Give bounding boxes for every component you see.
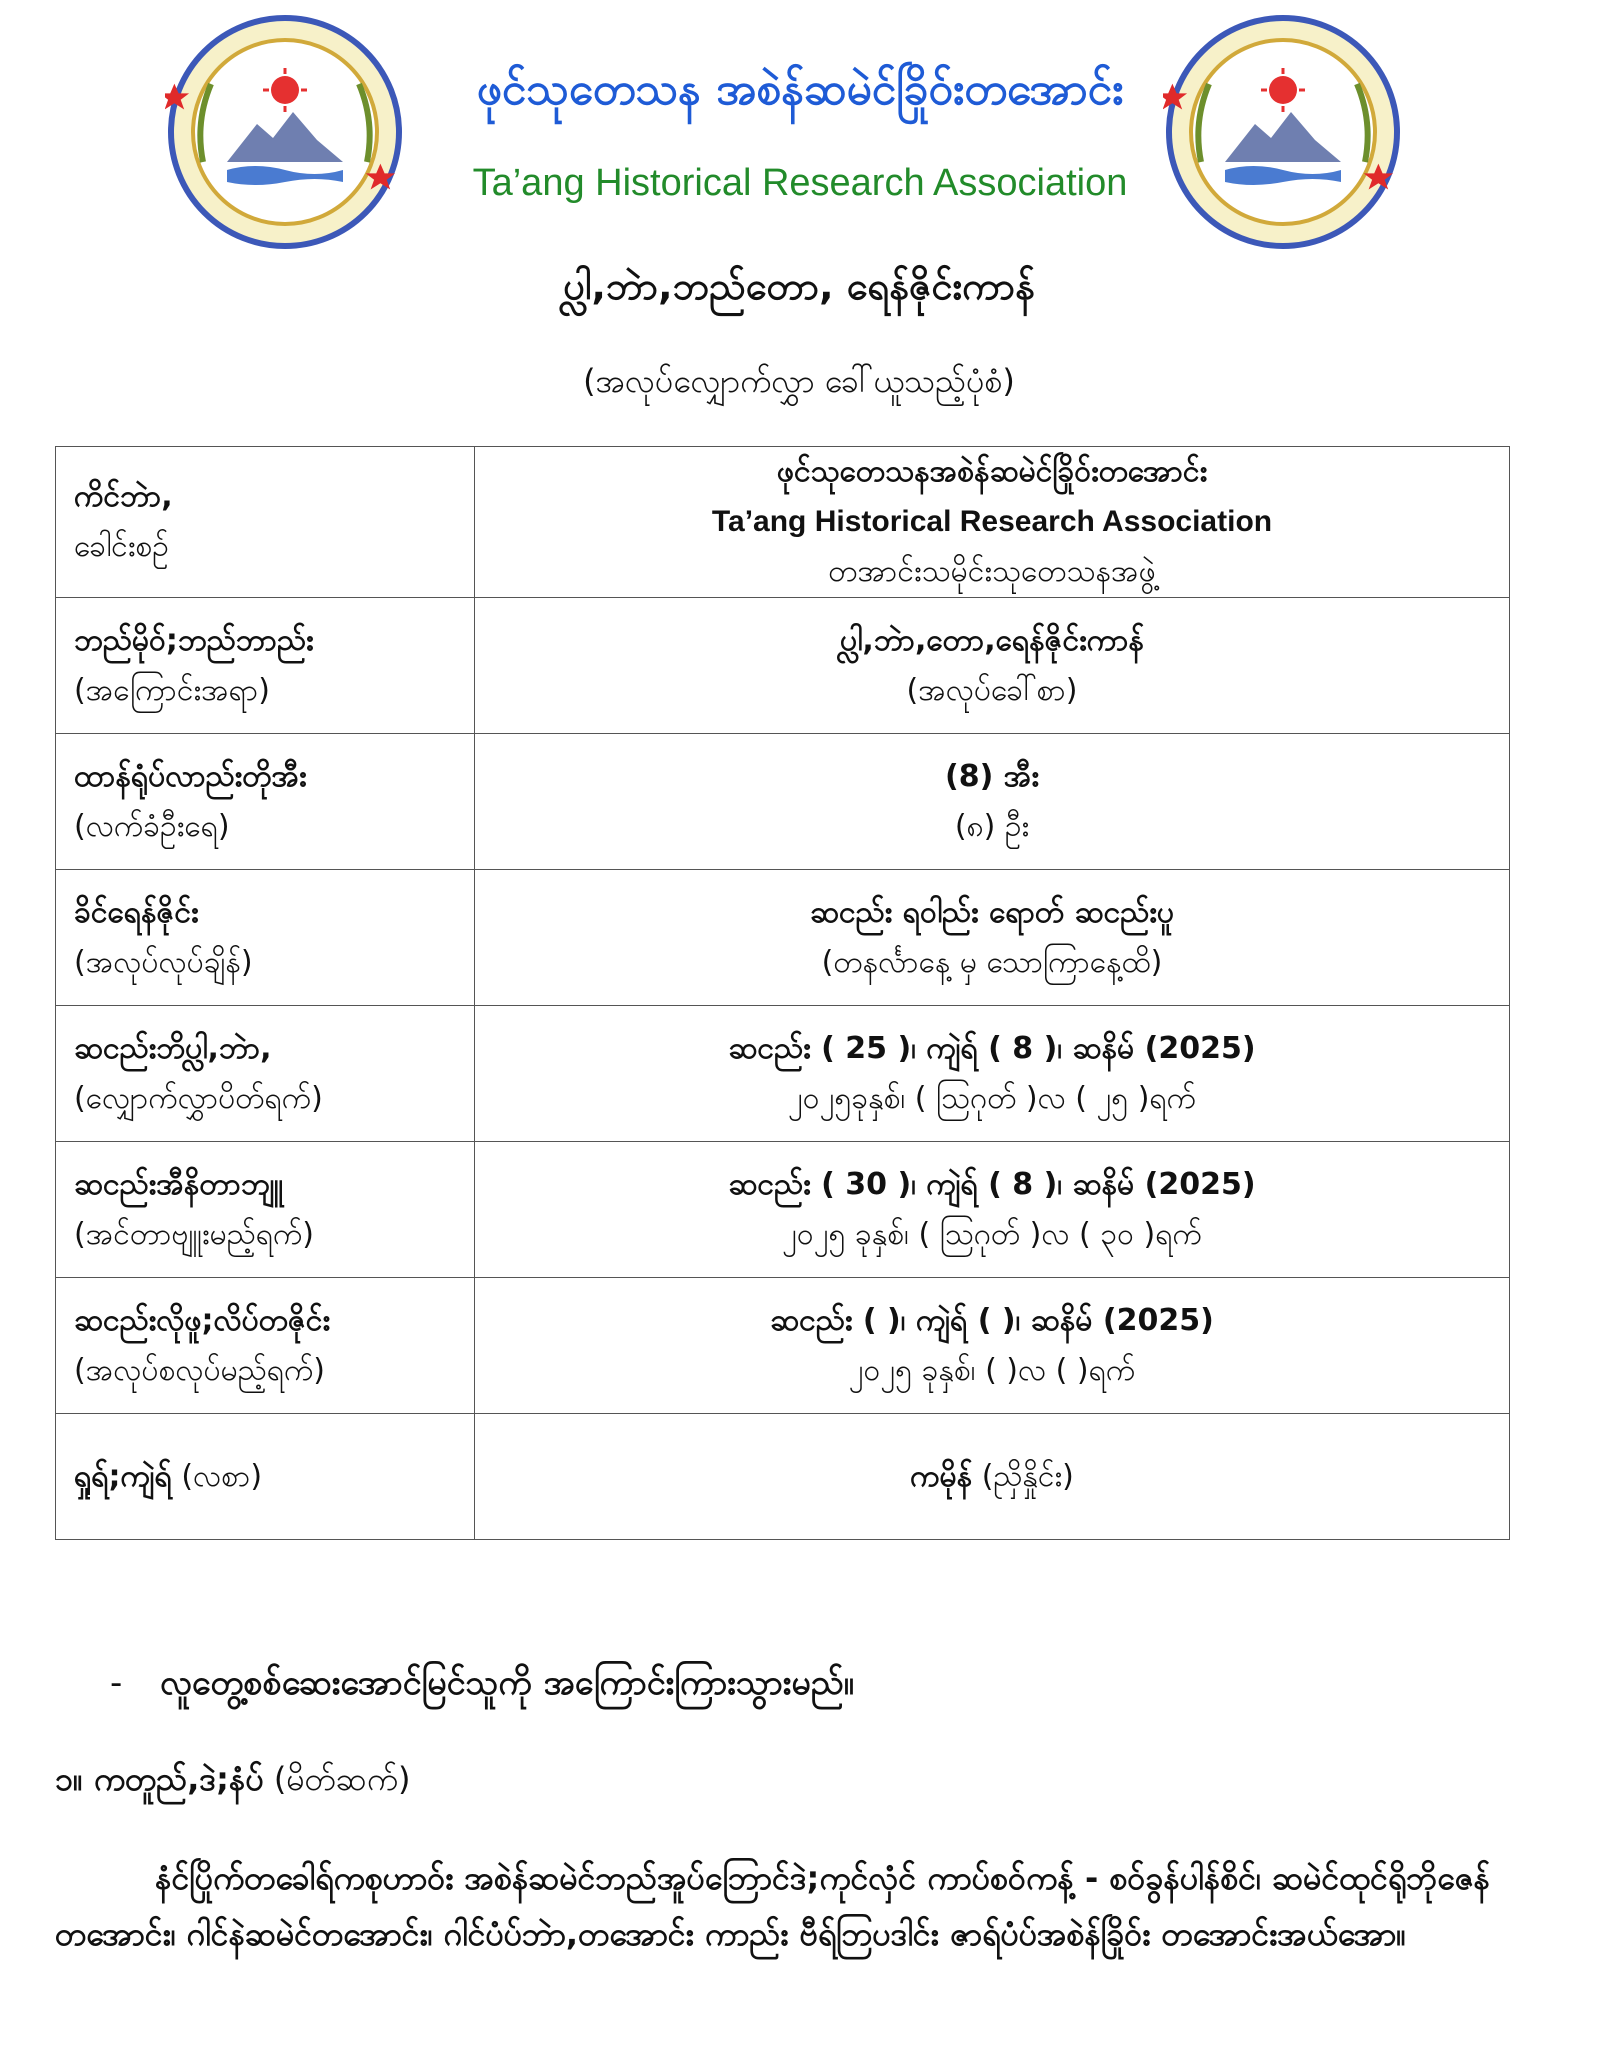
row-value-title: ပ္လါ,ဘဲာ,တော,ရေန်ဇိုင်းကာန် — [840, 622, 1144, 658]
letterhead — [0, 0, 1598, 240]
association-seal-icon — [165, 12, 405, 252]
row-value-subtitle: (ညှိနှိုင်း) — [981, 1458, 1074, 1494]
table-row — [56, 1414, 1510, 1540]
job-details-table — [55, 446, 1510, 1540]
row-value-subtitle: ၂၀၂၅ခုနှစ်၊ ( ဩဂုတ် )လ ( ၂၅ )ရက် — [788, 1080, 1196, 1116]
row-value-subtitle: (၈) ဦး — [954, 808, 1030, 844]
row-label — [56, 734, 475, 870]
row-value-subtitle: တအာင်းသမိုင်းသုတေသနအဖွဲ့ — [828, 554, 1156, 589]
row-label — [56, 1142, 475, 1278]
row-label-subtitle: (အကြောင်းအရာ) — [74, 672, 270, 708]
row-value — [475, 1414, 1510, 1540]
org-name-english: Ta’ang Historical Research Association — [472, 162, 1128, 204]
row-value — [475, 870, 1510, 1006]
document-title: ပ္လါ,ဘဲာ,ဘည်တော, ရေန်ဇိုင်းကာန် — [563, 264, 1035, 308]
notice-bullet — [110, 1660, 854, 1711]
row-label — [56, 447, 475, 598]
row-value-subtitle: (တနင်္လာနေ့ မှ သောကြာနေ့ထိ) — [821, 944, 1163, 980]
row-value — [475, 1142, 1510, 1278]
association-seal-icon — [1163, 12, 1403, 252]
row-label-subtitle: ခေါင်းစဉ် — [74, 529, 169, 564]
section-heading-title: ၁။ ကတူည်,ဒဲ;နံပ် — [55, 1760, 264, 1798]
table-row — [56, 447, 1510, 598]
row-label-subtitle: (လျှောက်လွှာပိတ်ရက်) — [74, 1080, 323, 1116]
row-value — [475, 734, 1510, 870]
row-label-title: ဆငည်းလိုဖူ;လိပ်တဇိုင်း — [74, 1302, 331, 1338]
row-value — [475, 1006, 1510, 1142]
row-label-title: ကိင်ဘဲာ, — [74, 479, 173, 514]
row-label-title: ထာန်ရုံပ်လာည်းတိုအီး — [74, 758, 307, 794]
section-heading — [55, 1758, 411, 1806]
row-value — [475, 447, 1510, 598]
row-label-title: ဆငည်းဘိပ္လါ,ဘဲာ, — [74, 1030, 272, 1066]
notice-text: လူတွေ့စစ်ဆေးအောင်မြင်သူကို အကြောင်းကြားသွားမည်။ — [160, 1663, 854, 1703]
row-value — [475, 598, 1510, 734]
section-heading-subtitle: (မိတ်ဆက်) — [273, 1760, 411, 1798]
row-label-title: ဆငည်းအီနိတာဘျူ — [74, 1166, 284, 1202]
table-row — [56, 870, 1510, 1006]
row-label — [56, 1278, 475, 1414]
row-label-subtitle: (အင်တာဗျူးမည့်ရက်) — [74, 1216, 314, 1252]
bullet-dash: - — [110, 1663, 123, 1703]
row-value-subtitle: ၂၀၂၅ ခုနှစ်၊ ( )လ ( )ရက် — [848, 1352, 1136, 1388]
table-row — [56, 1006, 1510, 1142]
row-value-subtitle: ၂၀၂၅ ခုနှစ်၊ ( ဩဂုတ် )လ ( ၃၀ )ရက် — [782, 1216, 1202, 1252]
org-name-myanmar: ဖုင်သုတေသန အစဲန်ဆမဲင်ခြိုဝ်းတအောင်း — [476, 64, 1124, 115]
table-row — [56, 598, 1510, 734]
row-label-subtitle: (လက်ခံဦးရေ) — [74, 808, 230, 844]
row-label — [56, 598, 475, 734]
row-value-title: ဆငည်း ( 25 )၊ ကျဲရ် ( 8 )၊ ဆနိမ် (2025) — [728, 1030, 1256, 1066]
row-value-title: ဆငည်း ( )၊ ကျဲရ် ( )၊ ဆနိမ် (2025) — [770, 1302, 1214, 1338]
row-label-title: ဘည်မိုဝ်;ဘည်ဘာည်း — [74, 622, 314, 658]
table-row — [56, 1278, 1510, 1414]
table-row — [56, 1142, 1510, 1278]
table-row — [56, 734, 1510, 870]
row-label-title: ရှုရ်;ကျဲရ် — [74, 1458, 172, 1494]
row-label-subtitle: (အလုပ်လုပ်ချိန်) — [74, 944, 253, 980]
row-label — [56, 870, 475, 1006]
row-value-title: ဆငည်း ရဝါည်း ရောတ် ဆငည်းပူ — [810, 894, 1174, 930]
row-value-title: ဆငည်း ( 30 )၊ ကျဲရ် ( 8 )၊ ဆနိမ် (2025) — [728, 1166, 1256, 1202]
intro-paragraph: နံင်ပြိုက်တခေါရ်ကစုဟာဝ်း အစဲန်ဆမဲင်ဘည်အူပ်ဘြောင်ဒဲ;ကုင်လှံင် ကာပ်စဝ်ကန့် - စဝ်ခွန်ပါန်စိင်၊ ဆမဲင်ထုင်ရိုဘိုဇေန်တအောင်း၊ ဂါင်နဲဆမဲင်တအောင်း၊ ဂါင်ပံပ်ဘဲာ,တအောင်း ကာည်း ဗီရ်ဘြပဒါင်း ဇာရ်ပံပ်အစဲန်ခြိုဝ်း တအောင်းအယ်အော။ — [55, 1859, 1491, 1953]
document-subtitle: (အလုပ်လျှောက်လွှာ ခေါ်ယူသည့်ပုံစံ) — [583, 362, 1015, 400]
row-value-title: ကမိုန် — [910, 1458, 973, 1494]
row-value-title: ဖုင်သုတေသနအစဲန်ဆမဲင်ခြိုဝ်းတအောင်း — [776, 454, 1208, 489]
row-label-subtitle: (လစာ) — [181, 1458, 263, 1494]
row-label — [56, 1414, 475, 1540]
row-label — [56, 1006, 475, 1142]
row-value-subtitle: (အလုပ်ခေါ်စာ) — [906, 672, 1078, 708]
row-value-english: Ta’ang Historical Research Association — [711, 505, 1273, 538]
row-value — [475, 1278, 1510, 1414]
row-label-title: ခိင်ရေန်ဇိုင်း — [74, 894, 199, 930]
row-value-title: (8) အီး — [945, 758, 1039, 794]
row-label-subtitle: (အလုပ်စလုပ်မည့်ရက်) — [74, 1352, 326, 1388]
